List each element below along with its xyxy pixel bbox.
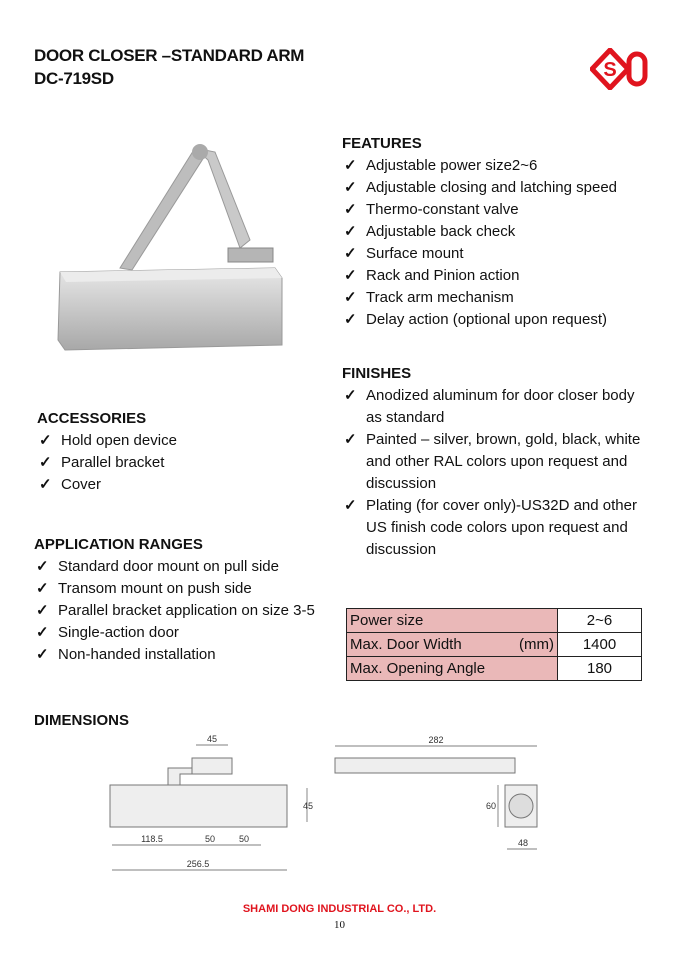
title-line-1: DOOR CLOSER –STANDARD ARM <box>34 46 305 65</box>
feature-text: Track arm mechanism <box>366 289 514 306</box>
check-icon: ✓ <box>344 289 357 306</box>
table-row <box>347 609 642 633</box>
brand-logo <box>590 48 650 90</box>
dimensions-heading: DIMENSIONS <box>34 712 130 729</box>
feature-item <box>342 177 652 199</box>
dim-a: 118.5 <box>141 834 163 844</box>
check-icon: ✓ <box>36 646 49 663</box>
feature-item <box>342 309 652 331</box>
features-section <box>342 133 652 331</box>
check-icon: ✓ <box>344 431 357 448</box>
application-heading: APPLICATION RANGES <box>34 536 203 553</box>
check-icon: ✓ <box>36 580 49 597</box>
dim-total: 256.5 <box>186 859 210 869</box>
finishes-heading: FINISHES <box>342 365 412 382</box>
table-row <box>347 633 642 657</box>
feature-text: Adjustable closing and latching speed <box>366 179 618 196</box>
spec-label <box>347 657 558 681</box>
check-icon: ✓ <box>36 558 49 575</box>
model-number: DC-719SD <box>34 69 114 88</box>
application-item <box>34 600 324 622</box>
check-icon: ✓ <box>39 476 52 493</box>
check-icon: ✓ <box>36 602 49 619</box>
feature-text: Surface mount <box>366 245 464 262</box>
spec-value: 1400 <box>558 633 642 657</box>
application-section <box>34 534 324 666</box>
feature-text: Adjustable back check <box>366 223 516 240</box>
spec-label-text: Power size <box>350 611 424 629</box>
application-text: Transom mount on push side <box>58 580 252 597</box>
spec-table <box>346 608 642 681</box>
finish-item <box>342 429 642 495</box>
dim-length: 282 <box>428 735 444 745</box>
accessory-item <box>37 452 297 474</box>
finish-text: Plating (for cover only)-US32D and other US finish code colors upon request and discussion <box>366 497 637 558</box>
feature-item <box>342 265 652 287</box>
accessories-section <box>37 408 297 496</box>
application-text: Parallel bracket application on size 3-5 <box>58 602 315 619</box>
feature-text: Delay action (optional upon request) <box>366 311 607 328</box>
spec-label <box>347 633 558 657</box>
application-item <box>34 556 324 578</box>
svg-text:S: S <box>603 59 617 81</box>
feature-text: Thermo-constant valve <box>366 201 519 218</box>
check-icon: ✓ <box>39 454 52 471</box>
dim-c: 50 <box>238 834 250 844</box>
accessory-item <box>37 430 297 452</box>
dim-height: 45 <box>303 801 314 811</box>
dimension-drawing <box>100 725 560 885</box>
feature-item <box>342 221 652 243</box>
accessory-text: Cover <box>61 476 102 493</box>
check-icon: ✓ <box>344 157 357 174</box>
accessories-heading: ACCESSORIES <box>37 410 147 427</box>
check-icon: ✓ <box>344 201 357 218</box>
spec-label-text: Max. Opening Angle <box>350 659 486 677</box>
page-title <box>34 44 304 90</box>
application-item <box>34 578 324 600</box>
door-closer-photo <box>50 140 290 355</box>
finishes-section <box>342 363 642 561</box>
check-icon: ✓ <box>344 497 357 514</box>
spec-value: 180 <box>558 657 642 681</box>
application-text: Single-action door <box>58 624 179 641</box>
finish-item <box>342 385 642 429</box>
check-icon: ✓ <box>344 245 357 262</box>
application-item <box>34 622 324 644</box>
feature-item <box>342 243 652 265</box>
application-text: Standard door mount on pull side <box>58 558 279 575</box>
spec-value: 2~6 <box>558 609 642 633</box>
page-number: 10 <box>334 919 345 931</box>
spec-label <box>347 609 558 633</box>
accessory-text: Hold open device <box>61 432 177 449</box>
application-text: Non-handed installation <box>58 646 216 663</box>
company-name: SHAMI DONG INDUSTRIAL CO., LTD. <box>242 903 437 915</box>
finish-text: Anodized aluminum for door closer body as standard <box>366 387 635 426</box>
check-icon: ✓ <box>344 387 357 404</box>
check-icon: ✓ <box>344 311 357 328</box>
check-icon: ✓ <box>344 267 357 284</box>
check-icon: ✓ <box>344 179 357 196</box>
dim-b: 50 <box>204 834 216 844</box>
spec-unit: (mm) <box>519 635 554 653</box>
dim-arm: 45 <box>206 734 218 744</box>
feature-item <box>342 155 652 177</box>
finish-text: Painted – silver, brown, gold, black, white and other RAL colors upon request and discussion <box>366 431 641 492</box>
feature-text: Adjustable power size2~6 <box>366 157 538 174</box>
finish-item <box>342 495 642 561</box>
features-heading: FEATURES <box>342 135 422 152</box>
dim-width: 48 <box>517 838 529 848</box>
dim-depth: 60 <box>486 801 497 811</box>
accessory-text: Parallel bracket <box>61 454 165 471</box>
accessory-item <box>37 474 297 496</box>
application-item <box>34 644 324 666</box>
feature-item <box>342 199 652 221</box>
check-icon: ✓ <box>36 624 49 641</box>
feature-item <box>342 287 652 309</box>
check-icon: ✓ <box>344 223 357 240</box>
feature-text: Rack and Pinion action <box>366 267 520 284</box>
check-icon: ✓ <box>39 432 52 449</box>
table-row <box>347 657 642 681</box>
spec-label-text: Max. Door Width <box>350 635 462 653</box>
